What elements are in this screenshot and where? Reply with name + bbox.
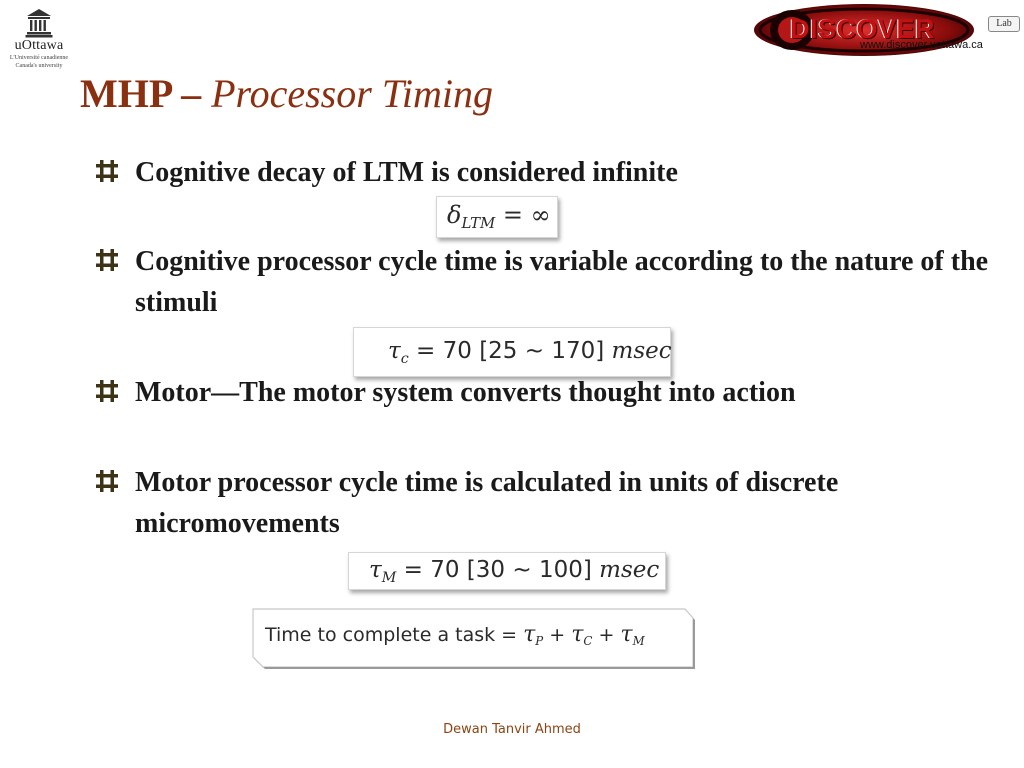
building-icon	[25, 8, 53, 38]
task-term-subscript: P	[535, 634, 544, 649]
lab-url: www.discover.uottawa.ca	[860, 39, 983, 51]
formula-symbol: τ	[388, 337, 401, 364]
lab-logo-tag: Lab	[988, 16, 1020, 32]
lab-logo-word: DISCOVER	[790, 14, 936, 44]
university-name: uOttawa	[14, 38, 64, 53]
bullet-text: Cognitive processor cycle time is variable according to the nature of the stimuli	[135, 246, 989, 318]
formula-cognitive-cycle	[353, 327, 671, 377]
footer-author: Dewan Tanvir Ahmed	[443, 722, 581, 737]
task-term-subscript: C	[583, 634, 593, 649]
hash-bullet-icon	[96, 380, 118, 402]
hash-bullet-icon	[96, 249, 118, 271]
task-term-symbol: τ	[620, 622, 633, 647]
formula-unit: msec	[611, 337, 672, 364]
formula-subscript: M	[381, 569, 397, 586]
bullet-item	[96, 152, 996, 193]
bullet-text: Motor processor cycle time is calculated in units of discrete micromovements	[135, 467, 839, 539]
formula-subscript: LTM	[461, 214, 496, 233]
bullet-item	[96, 462, 996, 544]
formula-eq: =	[408, 337, 443, 364]
university-subtitle-fr: L'Université canadienne	[9, 55, 69, 61]
formula-symbol: δ	[447, 201, 462, 230]
formula-ltm-decay	[436, 196, 558, 238]
task-time-callout	[251, 608, 695, 668]
lab-logo	[752, 2, 1020, 60]
formula-unit: msec	[599, 556, 660, 583]
bullet-text: Motor—The motor system converts thought into action	[135, 377, 796, 408]
slide-title	[80, 70, 493, 117]
task-term-symbol: τ	[523, 622, 536, 647]
formula-motor-cycle	[348, 552, 666, 590]
university-subtitle-en: Canada's university	[15, 63, 63, 69]
task-time-formula	[265, 622, 645, 648]
formula-value: 70 [30 ~ 100]	[430, 556, 600, 583]
slide-title-sub: Processor Timing	[211, 71, 493, 116]
formula-subscript: c	[400, 350, 409, 367]
formula-symbol: τ	[369, 556, 382, 583]
task-plus: +	[592, 624, 621, 646]
task-time-label: Time to complete a task =	[265, 624, 524, 646]
task-plus: +	[543, 624, 572, 646]
task-term-symbol: τ	[571, 622, 584, 647]
bullet-item	[96, 241, 996, 323]
formula-eq: =	[396, 556, 431, 583]
hash-bullet-icon	[96, 160, 118, 182]
formula-rest: = ∞	[495, 201, 551, 230]
university-logo	[8, 8, 70, 70]
hash-bullet-icon	[96, 470, 118, 492]
slide-title-main: MHP –	[80, 71, 212, 116]
bullet-text: Cognitive decay of LTM is considered infinite	[135, 157, 678, 188]
task-term-subscript: M	[632, 634, 645, 649]
bullet-item	[96, 372, 996, 413]
formula-value: 70 [25 ~ 170]	[442, 337, 612, 364]
